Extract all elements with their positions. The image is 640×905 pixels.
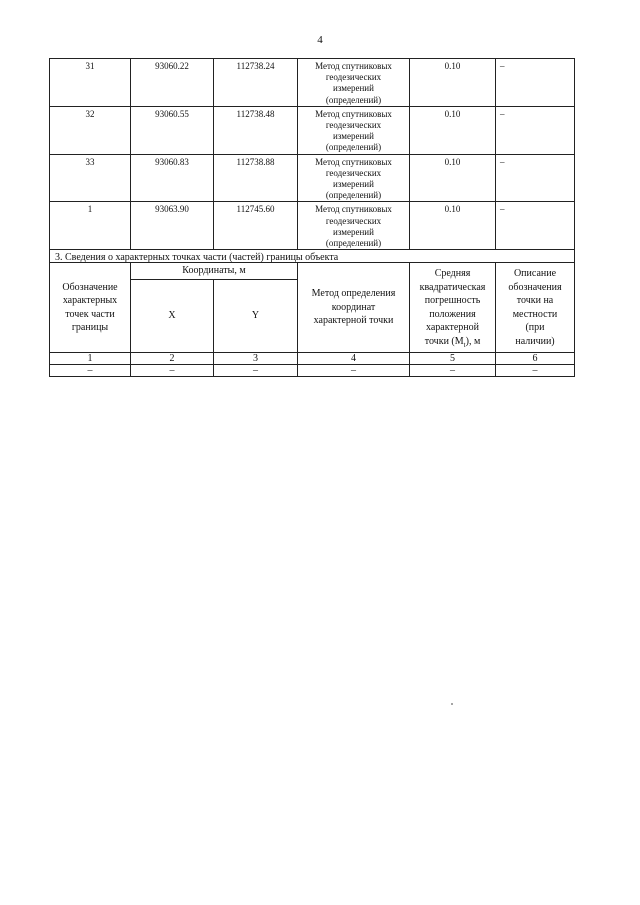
column-number: 5 — [410, 353, 496, 365]
header-method — [298, 263, 410, 353]
boundary-points-table — [49, 58, 575, 271]
point-method — [298, 154, 410, 202]
header-line: координат — [331, 301, 376, 313]
method-line: Метод спутниковых — [315, 156, 392, 167]
header-line: местности — [512, 308, 558, 320]
header-line: характерной точки — [313, 315, 394, 327]
point-description: – — [496, 202, 575, 250]
header-line: Средняя — [434, 268, 471, 279]
column-number: 4 — [298, 353, 410, 365]
empty-cell: – — [214, 365, 298, 377]
header-line: Обозначение — [62, 281, 118, 293]
header-subscript: t — [463, 340, 466, 349]
header-line: характерной — [426, 322, 479, 333]
point-x: 93063.90 — [131, 202, 214, 250]
point-y: 112745.60 — [214, 202, 298, 250]
method-line: (определений) — [325, 238, 382, 249]
method-line: геодезических — [325, 72, 382, 83]
method-line: геодезических — [325, 167, 382, 178]
header-text: ), м — [465, 335, 481, 347]
method-line: геодезических — [325, 215, 382, 226]
header-row — [50, 263, 575, 280]
point-y: 112738.48 — [214, 106, 298, 154]
empty-cell: – — [298, 365, 410, 377]
column-number: 1 — [50, 353, 131, 365]
header-line: квадратическая — [419, 281, 486, 293]
header-line — [410, 335, 495, 353]
point-method — [298, 59, 410, 107]
point-number: 32 — [50, 106, 131, 154]
point-number: 33 — [50, 154, 131, 202]
point-number: 1 — [50, 202, 131, 250]
point-x: 93060.55 — [131, 106, 214, 154]
column-number-row — [50, 353, 575, 365]
method-line: Метод спутниковых — [315, 61, 392, 71]
header-text: точки (M — [424, 335, 464, 347]
header-point-designation — [50, 263, 131, 353]
point-method — [298, 202, 410, 250]
header-x: X — [131, 279, 214, 352]
point-error: 0.10 — [410, 202, 496, 250]
header-description — [496, 263, 575, 353]
section-title: 3. Сведения о характерных точках части (частей) границы объекта — [50, 250, 575, 271]
header-y: Y — [214, 279, 298, 352]
point-error: 0.10 — [410, 154, 496, 202]
header-line: точки на — [516, 295, 554, 306]
header-line: точек части — [65, 308, 115, 320]
part-boundary-points-table — [49, 262, 575, 377]
column-number: 6 — [496, 353, 575, 365]
method-line: измерений — [333, 226, 374, 237]
header-line: обозначения — [508, 281, 562, 293]
empty-cell: – — [131, 365, 214, 377]
point-error: 0.10 — [410, 106, 496, 154]
table-row — [50, 106, 575, 154]
header-line: характерных — [62, 295, 118, 306]
table-row — [50, 365, 575, 377]
empty-cell: – — [50, 365, 131, 377]
header-line: погрешность — [424, 295, 481, 306]
column-number: 2 — [131, 353, 214, 365]
method-line: Метод спутниковых — [315, 108, 392, 119]
empty-cell: – — [496, 365, 575, 377]
point-y: 112738.24 — [214, 59, 298, 107]
header-line: (при — [525, 322, 545, 333]
point-x: 93060.83 — [131, 154, 214, 202]
header-line: Метод определения — [311, 288, 396, 300]
method-line: (определений) — [325, 94, 382, 105]
header-coordinates: Координаты, м — [131, 263, 298, 280]
method-line: (определений) — [325, 142, 382, 153]
table-row — [50, 59, 575, 107]
scan-speck — [451, 703, 453, 705]
method-line: (определений) — [325, 190, 382, 201]
table-row — [50, 202, 575, 250]
table-row — [50, 154, 575, 202]
point-error: 0.10 — [410, 59, 496, 107]
point-number: 31 — [50, 59, 131, 107]
header-line: границы — [71, 322, 109, 333]
point-method — [298, 106, 410, 154]
page-number: 4 — [317, 34, 323, 46]
header-line: положения — [429, 308, 476, 320]
method-line: Метод спутниковых — [315, 204, 392, 215]
point-description: – — [496, 154, 575, 202]
point-y: 112738.88 — [214, 154, 298, 202]
point-description: – — [496, 59, 575, 107]
method-line: геодезических — [325, 120, 382, 131]
column-number: 3 — [214, 353, 298, 365]
header-mean-error — [410, 263, 496, 353]
empty-cell: – — [410, 365, 496, 377]
method-line: измерений — [333, 179, 374, 190]
point-x: 93060.22 — [131, 59, 214, 107]
method-line: измерений — [333, 131, 374, 142]
method-line: измерений — [333, 83, 374, 94]
header-line: Описание — [513, 268, 557, 279]
point-description: – — [496, 106, 575, 154]
header-line: наличии) — [515, 335, 555, 347]
